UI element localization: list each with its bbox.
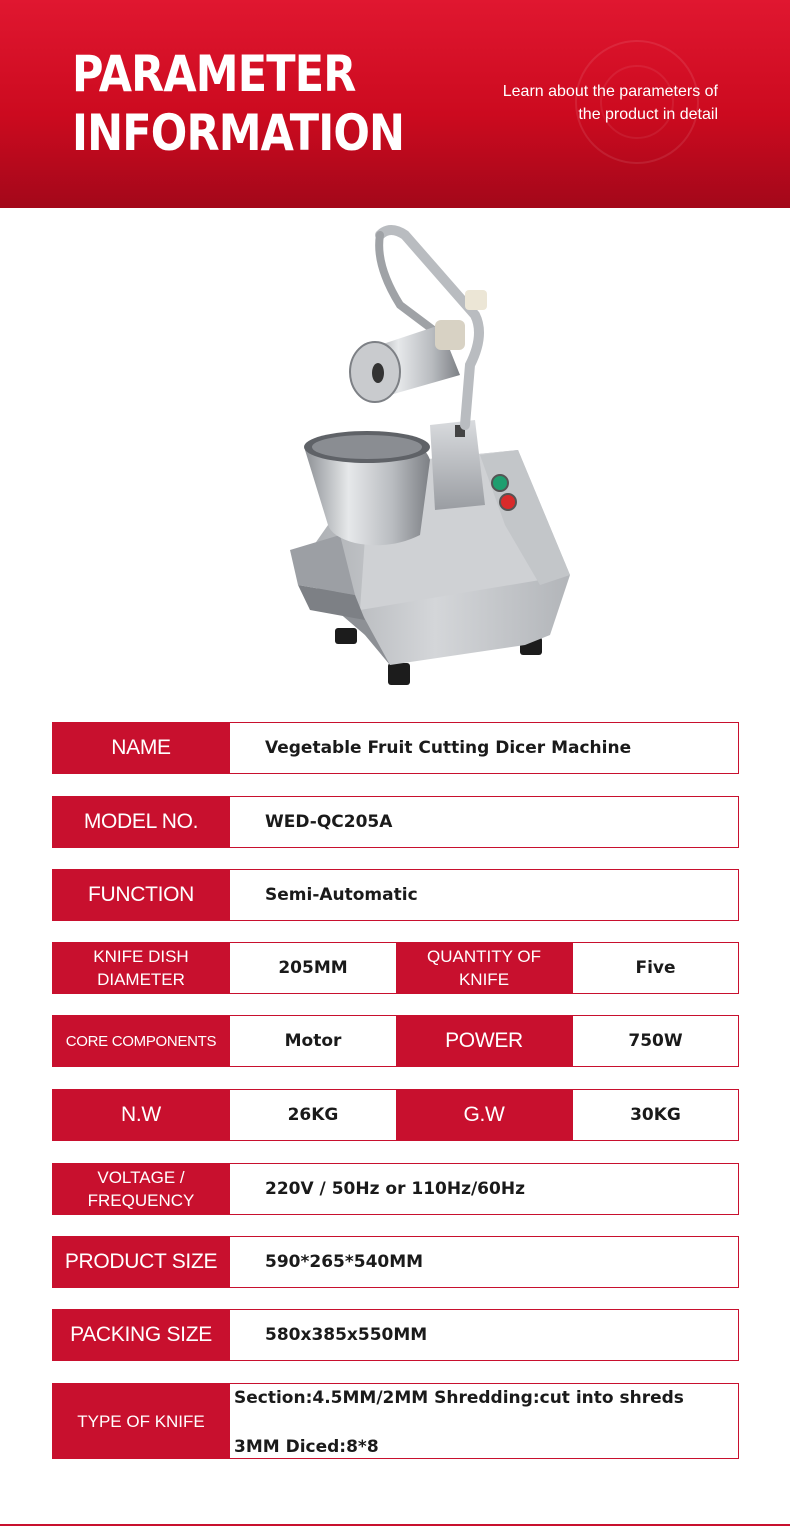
voltage-label [53,1164,229,1214]
vegetable-cutter-machine-icon [270,225,570,695]
subtitle-line-2: the product in detail [578,106,718,123]
page-title-line-2: INFORMATION [72,104,405,162]
spec-row-core [52,1015,739,1067]
spec-row-product-size [52,1236,739,1288]
model-label: MODEL NO. [53,797,229,847]
knife-dish-label-line-1: KNIFE DISH [93,947,189,966]
voltage-label-line-2: FREQUENCY [87,1191,195,1210]
power-value: 750W [572,1016,738,1066]
header-banner [0,0,790,208]
name-label: NAME [53,723,229,773]
model-value: WED-QC205A [229,797,738,847]
core-value: Motor [229,1016,396,1066]
product-size-label: PRODUCT SIZE [53,1237,229,1287]
spec-row-knife-dish [52,942,739,994]
spec-row-knife-type [52,1383,739,1459]
knife-qty-label [396,943,572,993]
power-label: POWER [396,1016,572,1066]
product-size-value: 590*265*540MM [229,1237,738,1287]
knife-qty-value: Five [572,943,738,993]
knife-type-label: TYPE OF KNIFE [53,1384,229,1458]
knife-type-value [229,1384,738,1458]
knife-qty-label-line-1: QUANTITY OF [427,947,541,966]
gw-label: G.W [396,1090,572,1140]
footer-divider [0,1524,790,1526]
knife-type-value-line-2: 3MM Diced:8*8 [234,1437,379,1457]
knife-dish-label-line-2: DIAMETER [97,970,185,989]
function-label: FUNCTION [53,870,229,920]
spec-row-model [52,796,739,848]
spec-row-voltage [52,1163,739,1215]
spec-row-packing-size [52,1309,739,1361]
knife-type-value-line-1: Section:4.5MM/2MM Shredding:cut into shreds [234,1388,684,1408]
function-value: Semi-Automatic [229,870,738,920]
knife-dish-value: 205MM [229,943,396,993]
knife-dish-label [53,943,229,993]
voltage-value: 220V / 50Hz or 110Hz/60Hz [229,1164,738,1214]
gw-value: 30KG [572,1090,738,1140]
spec-row-weight [52,1089,739,1141]
core-label: CORE COMPONENTS [53,1016,229,1066]
name-value: Vegetable Fruit Cutting Dicer Machine [229,723,738,773]
voltage-label-line-1: VOLTAGE / [97,1168,185,1187]
knife-qty-label-line-2: KNIFE [458,970,510,989]
spec-row-name [52,722,739,774]
packing-size-label: PACKING SIZE [53,1310,229,1360]
nw-label: N.W [53,1090,229,1140]
page-title-line-1: PARAMETER [72,45,356,103]
packing-size-value: 580x385x550MM [229,1310,738,1360]
spec-row-function [52,869,739,921]
subtitle-line-1: Learn about the parameters of [502,83,718,100]
nw-value: 26KG [229,1090,396,1140]
